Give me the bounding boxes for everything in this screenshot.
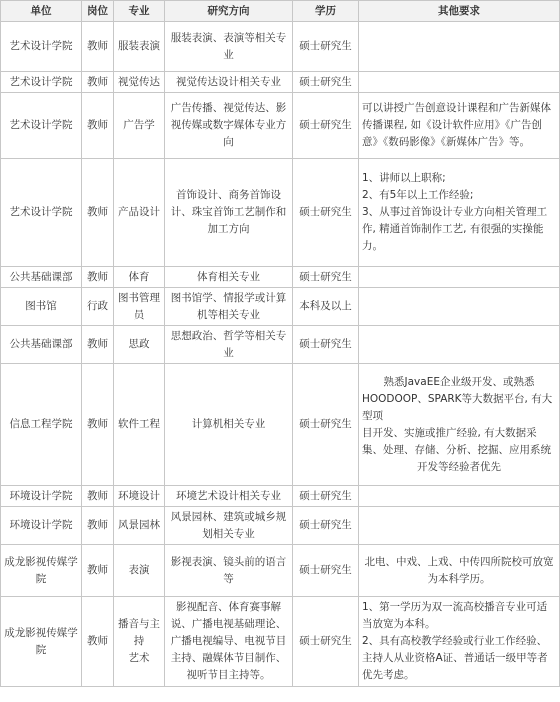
cell-major-line: 广告学 (123, 119, 155, 131)
cell-unit-line: 院 (35, 643, 47, 656)
cell-degree (293, 159, 359, 267)
cell-position (82, 72, 114, 93)
cell-other-requirements (359, 72, 560, 93)
cell-major (114, 159, 165, 267)
cell-unit-line: 艺术设计学院 (9, 119, 73, 131)
cell-position (82, 22, 114, 72)
cell-research-direction-line: 等 (223, 572, 234, 585)
table-row (1, 507, 560, 545)
cell-unit (1, 267, 82, 288)
cell-research-direction-line: 向 (223, 136, 234, 148)
table-body (1, 22, 560, 687)
cell-other-requirements-line: 优先考虑。 (362, 669, 415, 681)
cell-other-requirements-line: 目开发、实施或推广经验, 有大数据采 (362, 426, 537, 439)
cell-position-line: 教师 (87, 635, 108, 647)
cell-research-direction (165, 486, 293, 507)
cell-research-direction-line: 划相关专业 (202, 527, 255, 540)
table-row (1, 597, 560, 687)
cell-position-line: 教师 (87, 206, 108, 218)
table-header (1, 1, 560, 22)
table-row (1, 486, 560, 507)
cell-research-direction-line: 业 (223, 346, 234, 359)
cell-unit-line: 艺术设计学院 (9, 206, 73, 218)
cell-degree-line: 硕士研究生 (299, 75, 352, 88)
cell-degree-line: 硕士研究生 (299, 206, 352, 218)
cell-other-requirements-line: 1、第一学历为双一流高校播音专业可适 (362, 601, 548, 613)
cell-other-requirements (359, 159, 560, 267)
cell-position-line: 行政 (87, 300, 108, 312)
cell-position-line: 教师 (87, 564, 108, 576)
cell-degree-line: 硕士研究生 (299, 270, 352, 283)
cell-position-line: 教师 (87, 270, 108, 283)
cell-unit-line: 艺术设计学院 (9, 40, 73, 52)
cell-major-line: 软件工程 (118, 418, 160, 430)
cell-research-direction (165, 507, 293, 545)
cell-research-direction-line: 说、广播电视基础理论、 (170, 618, 287, 630)
table-row (1, 326, 560, 364)
header-row (1, 1, 560, 22)
cell-major (114, 486, 165, 507)
cell-research-direction-line: 视听节目主持等。 (186, 669, 271, 681)
cell-unit (1, 93, 82, 159)
cell-research-direction (165, 93, 293, 159)
cell-major (114, 22, 165, 72)
cell-major (114, 364, 165, 486)
cell-unit (1, 486, 82, 507)
cell-other-requirements (359, 507, 560, 545)
cell-other-requirements (359, 267, 560, 288)
cell-degree (293, 72, 359, 93)
table-row (1, 72, 560, 93)
cell-major-line: 视觉传达 (118, 75, 160, 88)
cell-major (114, 326, 165, 364)
cell-research-direction-line: 主持、融媒体节目制作、 (170, 652, 287, 664)
cell-other-requirements-line: 2、具有高校教学经验或行业工作经验、 (362, 635, 548, 647)
cell-other-requirements-line: 3、从事过首饰设计专业方向相关管理工 (362, 206, 548, 218)
cell-major-line: 产品设计 (118, 206, 160, 218)
cell-unit (1, 72, 82, 93)
cell-research-direction-line: 影视表演、镜头前的语言 (170, 555, 287, 568)
header-position: 岗位 (82, 1, 114, 22)
cell-position (82, 597, 114, 687)
cell-position (82, 545, 114, 597)
cell-unit (1, 597, 82, 687)
cell-research-direction-line: 广告传播、视觉传达、影 (170, 102, 287, 114)
cell-major-line: 环境设计 (118, 489, 160, 502)
cell-major-line: 图书管理 (118, 291, 160, 304)
header-major: 专业 (114, 1, 165, 22)
cell-position (82, 326, 114, 364)
cell-major (114, 545, 165, 597)
cell-research-direction (165, 326, 293, 364)
cell-research-direction-line: 图书馆学、情报学或计算 (170, 291, 287, 304)
cell-other-requirements (359, 545, 560, 597)
header-research-direction: 研究方向 (165, 1, 293, 22)
cell-unit-line: 艺术设计学院 (9, 75, 73, 88)
cell-research-direction-line: 机等相关专业 (197, 308, 260, 321)
cell-research-direction-line: 计、珠宝首饰工艺制作和 (170, 206, 287, 218)
cell-research-direction-line: 视觉传达设计相关专业 (176, 75, 281, 88)
cell-degree-line: 本科及以上 (299, 300, 352, 312)
cell-other-requirements-line: 意》《数码影像》《新媒体广告》等。 (362, 136, 530, 148)
cell-position (82, 93, 114, 159)
cell-degree (293, 545, 359, 597)
cell-research-direction-line: 影视配音、体育赛事解 (176, 601, 281, 613)
cell-other-requirements-line: 北电、中戏、上戏、中传四所院校可放宽 (364, 555, 554, 568)
cell-degree-line: 硕士研究生 (299, 564, 352, 576)
cell-other-requirements-line: 集、处理、存储、分析、挖掘、应用系统 (362, 443, 551, 456)
cell-research-direction (165, 545, 293, 597)
cell-other-requirements (359, 364, 560, 486)
cell-major (114, 288, 165, 326)
cell-other-requirements-line: 主持人从业资格A证、普通话一级甲等者 (362, 652, 548, 664)
cell-major (114, 93, 165, 159)
cell-degree (293, 93, 359, 159)
cell-degree-line: 硕士研究生 (299, 418, 352, 430)
cell-major (114, 507, 165, 545)
cell-major (114, 597, 165, 687)
cell-degree-line: 硕士研究生 (299, 40, 352, 52)
cell-unit (1, 326, 82, 364)
cell-major (114, 72, 165, 93)
cell-research-direction-line: 首饰设计、商务首饰设 (176, 189, 281, 201)
cell-other-requirements (359, 326, 560, 364)
cell-research-direction-line: 广播电视编导、电视节目 (170, 635, 287, 647)
cell-major-line: 表演 (128, 564, 150, 576)
cell-research-direction-line: 业 (223, 48, 234, 61)
cell-position-line: 教师 (87, 418, 108, 430)
cell-degree (293, 326, 359, 364)
cell-unit (1, 22, 82, 72)
cell-other-requirements-line: HOODOOP、SPARK等大数据平台, 有大型项 (362, 392, 553, 422)
cell-other-requirements-line: 传播课程, 如《设计软件应用》《广告创 (362, 119, 542, 131)
cell-major-line: 体育 (128, 270, 150, 283)
cell-unit (1, 507, 82, 545)
cell-position-line: 教师 (87, 119, 108, 131)
cell-research-direction (165, 364, 293, 486)
cell-unit-line: 成龙影视传媒学 (4, 626, 78, 639)
cell-other-requirements (359, 288, 560, 326)
cell-major-line: 思政 (128, 338, 150, 350)
cell-degree (293, 507, 359, 545)
table-row (1, 22, 560, 72)
cell-other-requirements-line: 力。 (362, 240, 383, 252)
cell-degree-line: 硕士研究生 (299, 635, 352, 647)
cell-research-direction (165, 159, 293, 267)
cell-major-line: 风景园林 (118, 519, 160, 531)
cell-major-line: 持 (133, 635, 145, 647)
cell-unit (1, 159, 82, 267)
cell-research-direction-line: 加工方向 (207, 223, 250, 235)
cell-position (82, 507, 114, 545)
cell-degree-line: 硕士研究生 (299, 519, 352, 531)
table-row (1, 93, 560, 159)
cell-unit (1, 288, 82, 326)
table-row (1, 267, 560, 288)
cell-research-direction (165, 22, 293, 72)
cell-position (82, 364, 114, 486)
cell-position (82, 486, 114, 507)
header-other-requirements: 其他要求 (359, 1, 560, 22)
cell-major-line: 艺术 (128, 652, 150, 664)
cell-degree-line: 硕士研究生 (299, 119, 352, 131)
cell-unit (1, 545, 82, 597)
cell-unit-line: 成龙影视传媒学 (4, 555, 78, 568)
cell-unit-line: 公共基础课部 (9, 338, 73, 350)
cell-research-direction (165, 597, 293, 687)
cell-other-requirements (359, 93, 560, 159)
cell-unit-line: 院 (35, 572, 47, 585)
cell-position (82, 267, 114, 288)
cell-position-line: 教师 (87, 75, 108, 88)
cell-other-requirements (359, 22, 560, 72)
cell-research-direction-line: 风景园林、建筑或城乡规 (170, 510, 287, 523)
cell-other-requirements-line: 2、有5年以上工作经验; (362, 189, 474, 201)
cell-degree (293, 364, 359, 486)
cell-major (114, 267, 165, 288)
table-row (1, 545, 560, 597)
cell-position (82, 159, 114, 267)
cell-research-direction-line: 环境艺术设计相关专业 (176, 489, 281, 502)
cell-research-direction (165, 288, 293, 326)
cell-other-requirements-line: 可以讲授广告创意设计课程和广告新媒体 (362, 102, 551, 114)
cell-other-requirements-line: 作, 精通首饰制作工艺, 有很强的实操能 (362, 223, 544, 235)
cell-other-requirements-line: 当放宽为本科。 (362, 618, 436, 630)
cell-major-line: 员 (133, 308, 145, 321)
cell-research-direction (165, 267, 293, 288)
table-row (1, 288, 560, 326)
cell-degree (293, 288, 359, 326)
cell-position-line: 教师 (87, 338, 108, 350)
cell-unit-line: 图书馆 (25, 300, 57, 312)
cell-degree (293, 486, 359, 507)
cell-unit (1, 364, 82, 486)
cell-degree (293, 22, 359, 72)
cell-position-line: 教师 (87, 489, 108, 502)
cell-position-line: 教师 (87, 40, 108, 52)
cell-major-line: 播音与主 (118, 618, 160, 630)
table-row (1, 159, 560, 267)
cell-research-direction-line: 视传媒或数字媒体专业方 (170, 119, 287, 131)
cell-unit-line: 环境设计学院 (9, 519, 73, 531)
cell-unit-line: 信息工程学院 (9, 418, 73, 430)
header-degree: 学历 (293, 1, 359, 22)
cell-research-direction-line: 体育相关专业 (197, 270, 260, 283)
cell-position-line: 教师 (87, 519, 108, 531)
cell-other-requirements-line: 熟悉JavaEE企业级开发、或熟悉 (383, 375, 535, 388)
cell-other-requirements (359, 486, 560, 507)
cell-research-direction-line: 服装表演、表演等相关专 (170, 31, 287, 44)
header-unit: 单位 (1, 1, 82, 22)
cell-degree-line: 硕士研究生 (299, 338, 352, 350)
cell-degree (293, 597, 359, 687)
cell-position (82, 288, 114, 326)
cell-degree (293, 267, 359, 288)
cell-research-direction (165, 72, 293, 93)
cell-other-requirements-line: 1、讲师以上职称; (362, 172, 446, 184)
cell-degree-line: 硕士研究生 (299, 489, 352, 502)
cell-other-requirements-line: 开发等经验者优先 (417, 460, 501, 473)
cell-research-direction-line: 思想政治、哲学等相关专 (170, 329, 287, 342)
cell-unit-line: 公共基础课部 (9, 270, 73, 283)
cell-other-requirements (359, 597, 560, 687)
table-row (1, 364, 560, 486)
cell-major-line: 服装表演 (118, 40, 160, 52)
cell-research-direction-line: 计算机相关专业 (191, 418, 266, 430)
cell-unit-line: 环境设计学院 (9, 489, 73, 502)
cell-other-requirements-line: 为本科学历。 (427, 572, 491, 585)
